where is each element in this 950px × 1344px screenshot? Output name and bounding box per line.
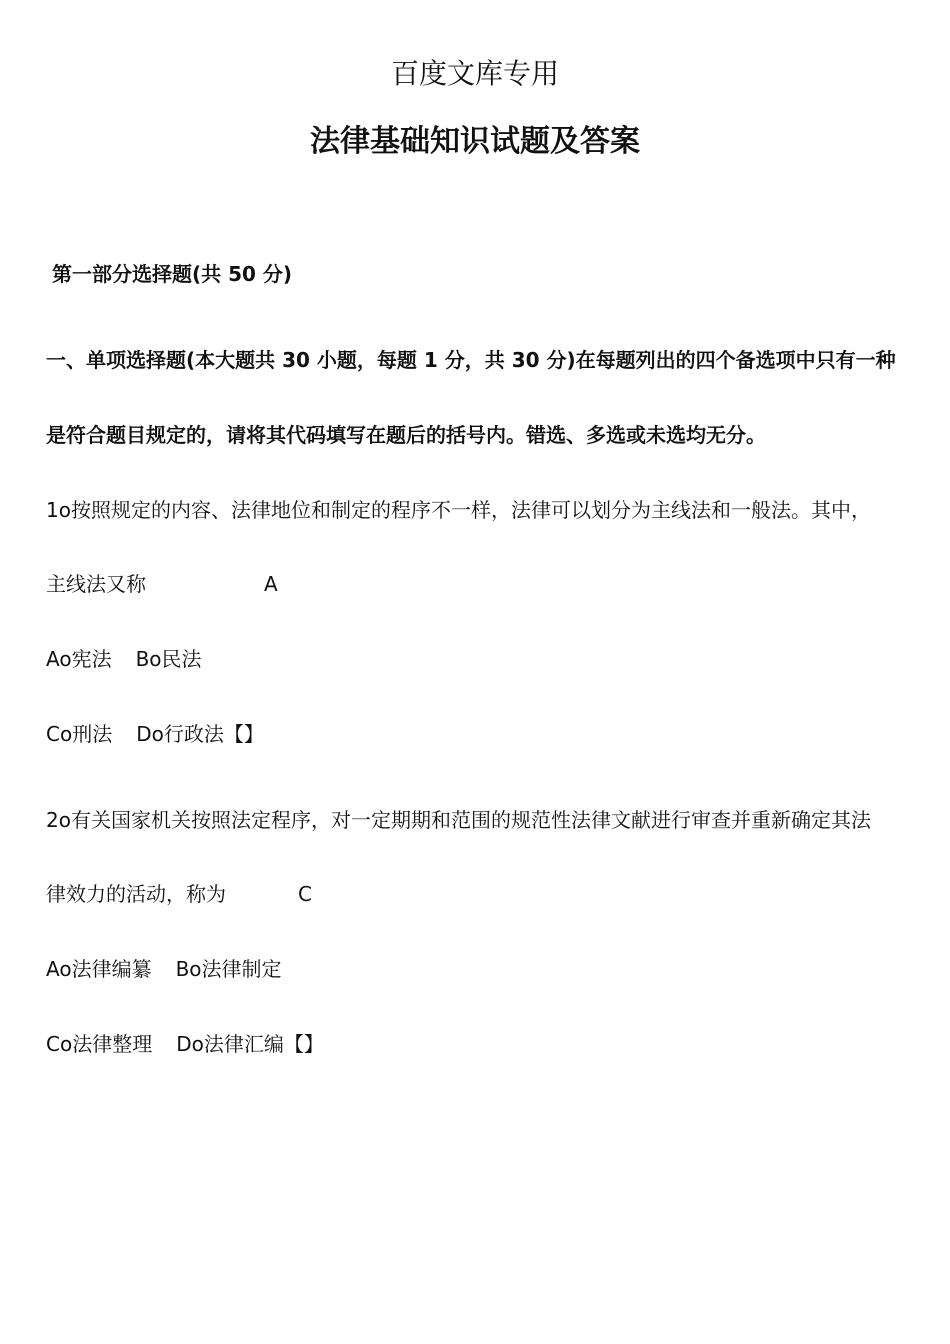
instructions-line-1: 一、单项选择题(本大题共 30 小题，每题 1 分，共 30 分)在每题列出的四个备选项中只有一种	[46, 348, 896, 372]
question-1-answer: A	[264, 572, 278, 596]
question-2-option-a: Ao法律编纂	[46, 957, 152, 981]
question-1-option-c: Co刑法	[46, 722, 113, 746]
section-title: 第一部分选择题(共 50 分)	[52, 262, 293, 286]
question-2-options-row-2	[46, 1030, 324, 1058]
question-2-stem-text: 律效力的活动，称为	[46, 882, 226, 906]
question-2-option-d: Do法律汇编【】	[176, 1032, 324, 1056]
question-2-option-c: Co法律整理	[46, 1032, 153, 1056]
question-1-option-a: Ao宪法	[46, 647, 112, 671]
question-2-stem-line-1: 2o有关国家机关按照法定程序，对一定期期和范围的规范性法律文献进行审查并重新确定其法	[46, 808, 871, 832]
question-2-options-row-1	[46, 955, 282, 983]
document-title: 法律基础知识试题及答案	[310, 124, 640, 159]
question-1-stem-text: 主线法又称	[46, 572, 146, 596]
question-2-answer: C	[298, 882, 312, 906]
question-2-stem-line-2	[46, 880, 312, 908]
question-1-option-d: Do行政法【】	[136, 722, 264, 746]
question-1-stem-line-2	[46, 570, 278, 598]
question-1-options-row-1	[46, 645, 202, 673]
instructions-line-2: 是符合题目规定的，请将其代码填写在题后的括号内。错选、多选或未选均无分。	[46, 423, 766, 447]
question-1-option-b: Bo民法	[135, 647, 202, 671]
header-title: 百度文库专用	[390, 57, 559, 90]
question-2-option-b: Bo法律制定	[175, 957, 282, 981]
question-1-stem-line-1: 1o按照规定的内容、法律地位和制定的程序不一样，法律可以划分为主线法和一般法。其中，	[46, 498, 871, 522]
question-1-options-row-2	[46, 720, 264, 748]
